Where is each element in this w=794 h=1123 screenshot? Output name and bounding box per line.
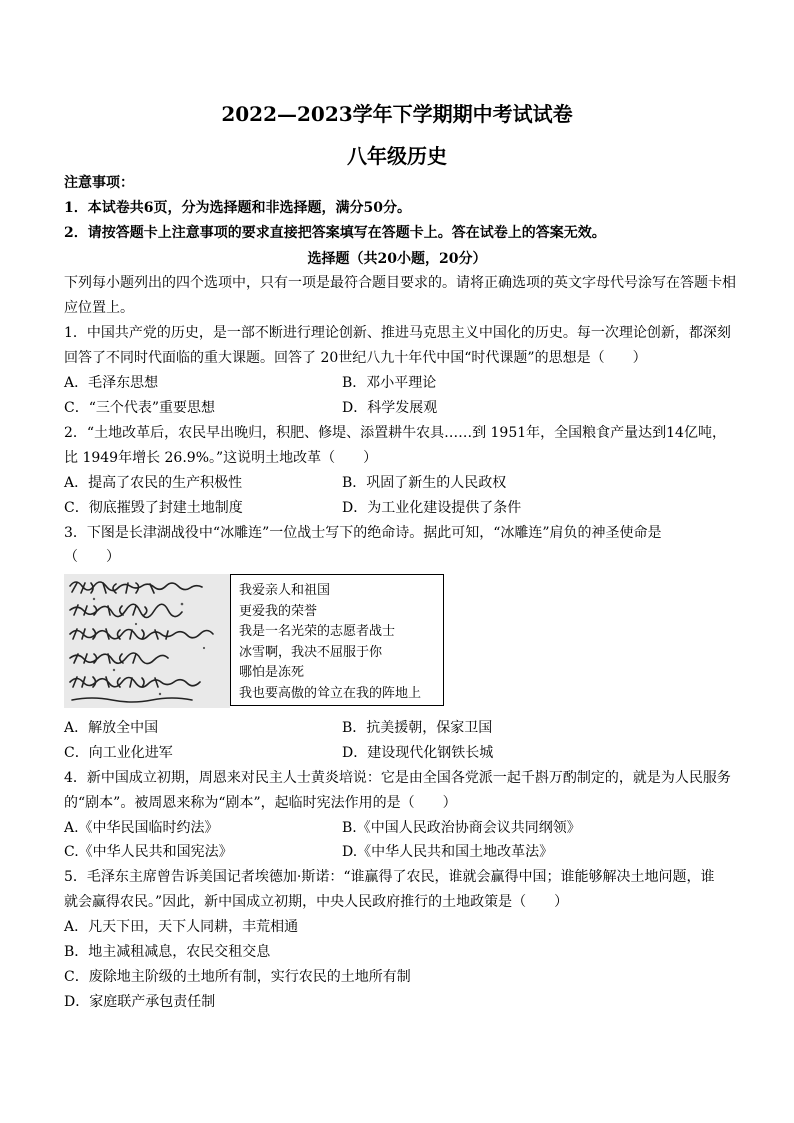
question-3-stem: 3．下图是长津湖战役中“冰雕连”一位战士写下的绝命诗。据此可知，“冰雕连”肩负的神圣使命是 [64,525,662,541]
question-1-option-c: C．“三个代表”重要思想 [64,400,216,416]
section-instructions: 应位置上。 [64,300,134,316]
poem-line: 冰雪啊，我决不屈服于你 [239,644,383,660]
notice-heading: 注意事项： [64,175,134,191]
exam-title: 2022—2023学年下学期期中考试试卷 [221,102,573,126]
question-3-option-d: D．建设现代化钢铁长城 [342,745,494,761]
question-1-stem: 回答了不同时代面临的重大课题。回答了 20世纪八九十年代中国“时代课题”的思想是（ ） [64,350,647,366]
question-3-stem: （ ） [64,549,120,565]
question-4-option-a: A.《中华民国临时约法》 [64,820,219,836]
notice-item: 2．请按答题卡上注意事项的要求直接把答案填写在答题卡上。答在试卷上的答案无效。 [64,225,606,241]
question-1-stem: 1．中国共产党的历史，是一部不断进行理论创新、推进马克思主义中国化的历史。每一次理论创新，都深刻 [64,325,731,341]
poem-line: 哪怕是冻死 [239,665,305,681]
question-2-stem: 比 1949年增长 26.9%。”这说明土地改革（ ） [64,450,378,466]
exam-subtitle: 八年级历史 [347,144,447,168]
question-2-stem: 2．“土地改革后，农民早出晚归，积肥、修堤、添置耕牛农具……到 1951年，全国粮食产量达到14亿吨， [64,425,726,441]
question-5-option-a: A．凡天下田，天下人同耕，丰荒相通 [64,919,299,935]
question-3-option-c: C．向工业化进军 [64,745,173,761]
poem-line: 我也要高傲的耸立在我的阵地上 [239,685,422,701]
poem-box [230,574,444,706]
question-2-option-d: D．为工业化建设提供了条件 [342,500,522,516]
question-5-option-d: D．家庭联产承包责任制 [64,994,216,1010]
question-2-option-c: C．彻底摧毁了封建土地制度 [64,500,243,516]
question-4-option-b: B.《中国人民政治协商会议共同纲领》 [342,820,581,836]
poem-line: 我是一名光荣的志愿者战士 [239,624,396,640]
question-3-option-a: A．解放全中国 [64,720,159,736]
question-5-option-b: B．地主减租减息，农民交租交息 [64,944,271,960]
question-3-figure [64,574,446,708]
question-1-option-d: D．科学发展观 [342,400,438,416]
question-4-stem: 的“剧本”。被周恩来称为“剧本”，起临时宪法作用的是（ ） [64,795,457,811]
section-title: 选择题（共20小题，20分） [307,251,487,267]
question-5-stem: 就会赢得农民。”因此，新中国成立初期，中央人民政府推行的土地政策是（ ） [64,894,569,910]
question-4-option-c: C.《中华人民共和国宪法》 [64,844,233,860]
handwritten-poem-image [64,574,230,708]
question-4-stem: 4．新中国成立初期，周恩来对民主人士黄炎培说：它是由全国各党派一起千斟万酌制定的，就是为人民服务 [64,770,731,786]
section-instructions: 下列每小题列出的四个选项中，只有一项是最符合题目要求的。请将正确选项的英文字母代号涂写在答题卡相 [64,275,736,291]
question-3-option-b: B．抗美援朝，保家卫国 [342,720,493,736]
question-1-option-b: B．邓小平理论 [342,375,437,391]
question-5-option-c: C．废除地主阶级的土地所有制，实行农民的土地所有制 [64,969,411,985]
poem-line: 更爱我的荣誉 [239,603,318,619]
notice-item: 1．本试卷共6页，分为选择题和非选择题，满分50分。 [64,200,411,216]
question-5-stem: 5．毛泽东主席曾告诉美国记者埃德加·斯诺：“谁赢得了农民，谁就会赢得中国；谁能够解决土地问题，谁 [64,869,715,885]
question-1-option-a: A．毛泽东思想 [64,375,159,391]
question-2-option-a: A．提高了农民的生产积极性 [64,475,243,491]
question-2-option-b: B．巩固了新生的人民政权 [342,475,507,491]
poem-line: 我爱亲人和祖国 [239,583,331,598]
question-4-option-d: D.《中华人民共和国土地改革法》 [342,844,554,860]
